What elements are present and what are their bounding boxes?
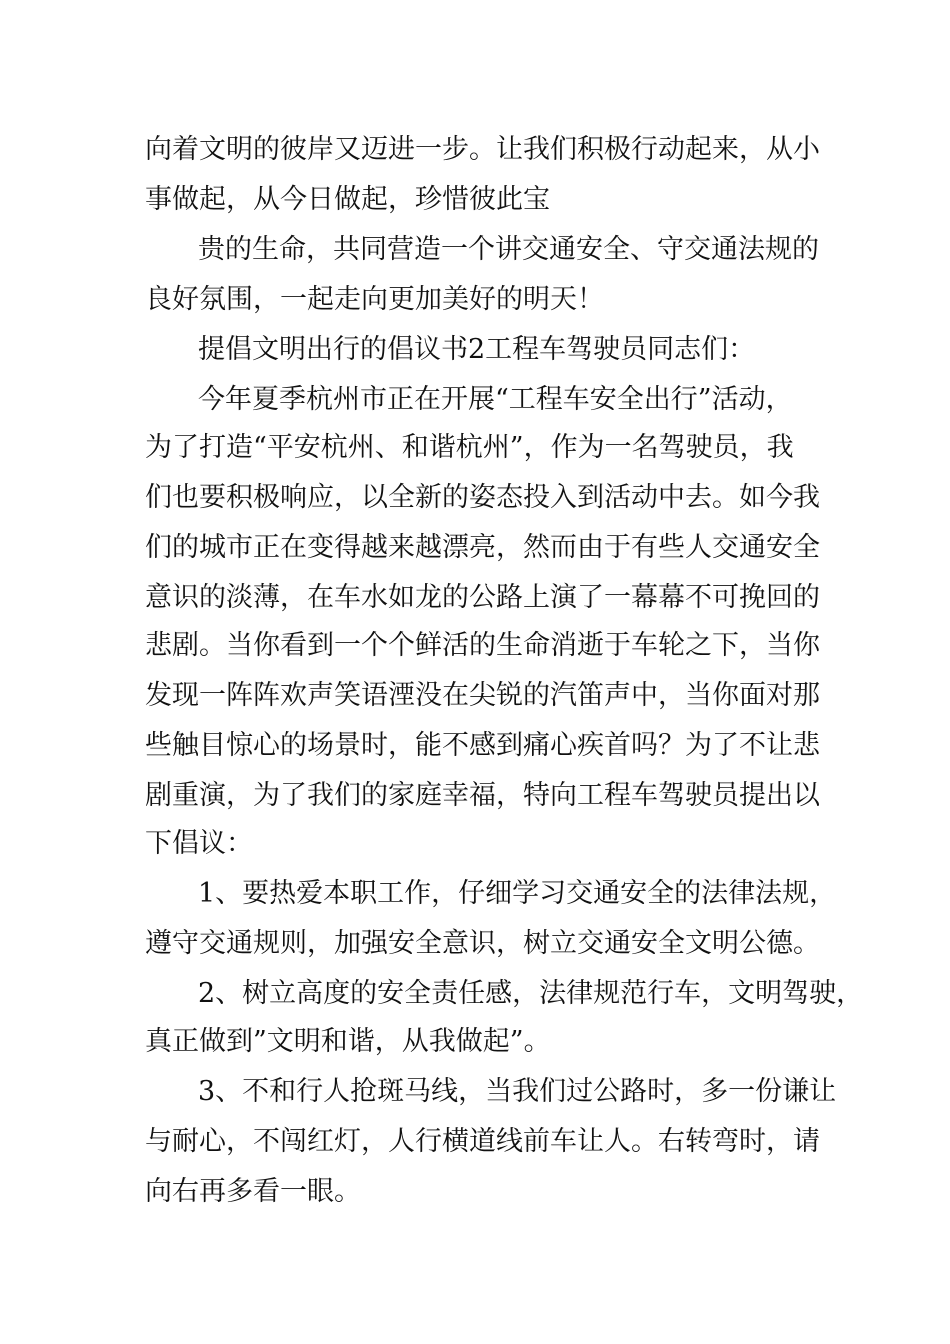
text-line-4: 良好氛围，一起走向更加美好的明天！ [145,284,604,315]
text-line-18: 2、树立高度的安全责任感，法律规范行车，文明驾驶， [198,978,864,1009]
text-line-21: 与耐心，不闯红灯，人行横道线前车让人。右转弯时，请 [145,1126,820,1157]
text-line-7: 为了打造“平安杭州、和谐杭州”，作为一名驾驶员，我 [145,432,794,463]
text-line-8: 们也要积极响应，以全新的姿态投入到活动中去。如今我 [145,482,820,513]
text-line-3: 贵的生命，共同营造一个讲交通安全、守交通法规的 [198,234,819,265]
text-line-20: 3、不和行人抢斑马线，当我们过公路时，多一份谦让 [198,1076,837,1107]
text-line-17: 遵守交通规则，加强安全意识，树立交通安全文明公德。 [145,928,820,959]
text-line-9: 们的城市正在变得越来越漂亮，然而由于有些人交通安全 [145,532,820,563]
text-line-14: 剧重演，为了我们的家庭幸福，特向工程车驾驶员提出以 [145,780,820,811]
text-line-15: 下倡议： [145,828,253,859]
text-line-5: 提倡文明出行的倡议书2工程车驾驶员同志们： [198,334,756,365]
text-line-1: 向着文明的彼岸又迈进一步。让我们积极行动起来，从小 [145,134,820,165]
text-line-12: 发现一阵阵欢声笑语湮没在尖锐的汽笛声中，当你面对那 [145,680,820,711]
text-line-22: 向右再多看一眼。 [145,1176,361,1207]
text-line-11: 悲剧。当你看到一个个鲜活的生命消逝于车轮之下，当你 [145,630,820,661]
text-line-19: 真正做到”文明和谐，从我做起”。 [145,1026,551,1057]
text-line-2: 事做起，从今日做起，珍惜彼此宝 [145,184,550,215]
text-line-16: 1、要热爱本职工作，仔细学习交通安全的法律法规， [198,878,837,909]
text-line-6: 今年夏季杭州市正在开展“工程车安全出行”活动， [198,384,793,415]
text-line-13: 些触目惊心的场景时，能不感到痛心疾首吗？为了不让悲 [145,730,820,761]
text-line-10: 意识的淡薄，在车水如龙的公路上演了一幕幕不可挽回的 [145,582,820,613]
